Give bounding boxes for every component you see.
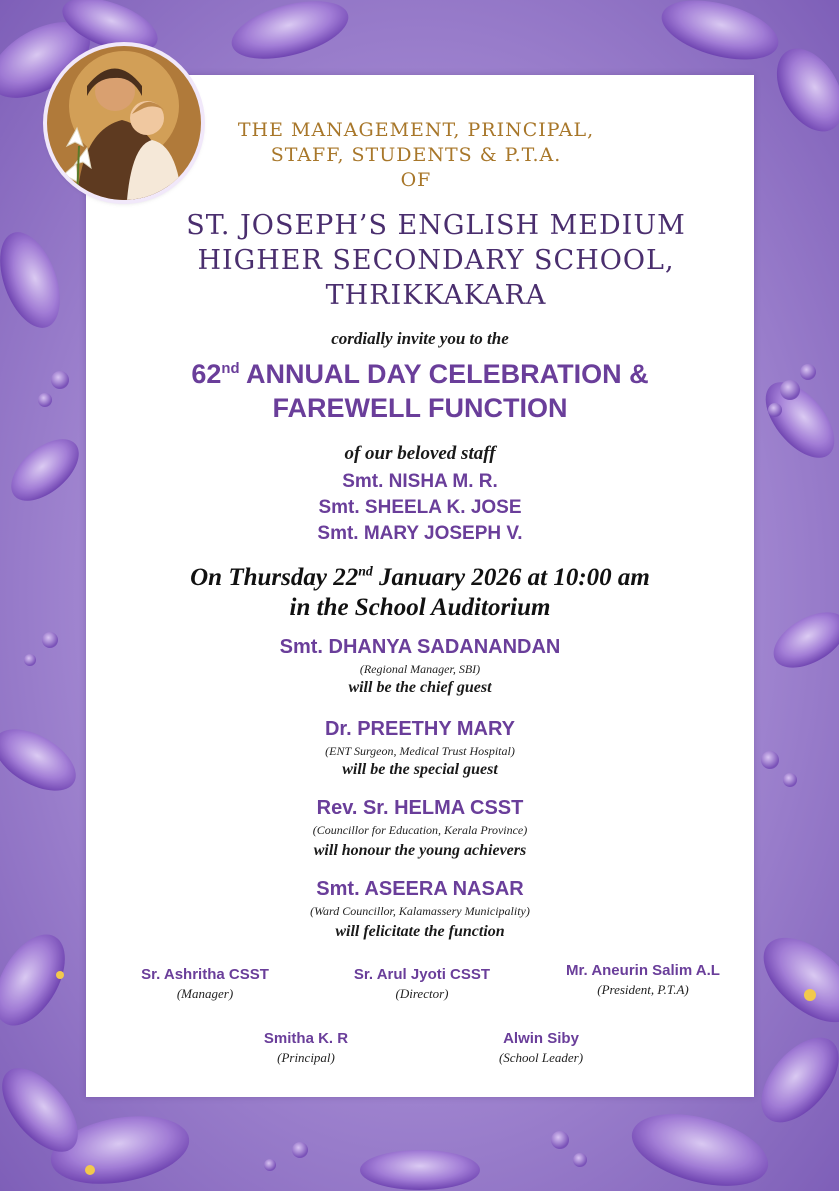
staff-name: Smt. SHEELA K. JOSE: [318, 497, 522, 518]
datetime-rest: January 2026 at 10:00 am: [372, 564, 650, 591]
guest-name: Smt. DHANYA SADANANDAN: [279, 636, 561, 658]
school-line-2: HIGHER SECONDARY SCHOOL,: [197, 245, 675, 276]
invite-text: cordially invite you to the: [331, 329, 509, 348]
signatory-role: (Manager): [176, 986, 234, 1001]
staff-name: Smt. NISHA M. R.: [342, 471, 498, 492]
date-ordinal: nd: [358, 563, 373, 579]
signatory-principal: [206, 1030, 406, 1066]
guest-role: (Regional Manager, SBI): [359, 662, 481, 676]
event-title-rest: ANNUAL DAY CELEBRATION &: [239, 359, 649, 389]
signatory-pta-president: [538, 962, 748, 998]
signatory-name: Smitha K. R: [263, 1030, 349, 1047]
hosts-line-1: THE MANAGEMENT, PRINCIPAL,: [237, 119, 595, 141]
staff-name: Smt. MARY JOSEPH V.: [317, 523, 523, 544]
guest-name: Rev. Sr. HELMA CSST: [316, 797, 524, 819]
event-title: [86, 357, 754, 425]
staff-intro: of our beloved staff: [344, 443, 496, 464]
guest-duty: will felicitate the function: [335, 923, 505, 940]
signatory-name: Mr. Aneurin Salim A.L: [566, 962, 720, 979]
guest-block: [86, 797, 754, 860]
guest-role: (ENT Surgeon, Medical Trust Hospital): [325, 744, 515, 758]
datetime-prefix: On Thursday 22: [190, 564, 359, 591]
guest-role: (Ward Councillor, Kalamassery Municipality): [310, 904, 530, 918]
signatory-name: Sr. Arul Jyoti CSST: [353, 966, 491, 983]
guest-name: Smt. ASEERA NASAR: [316, 878, 524, 900]
guest-block: [86, 718, 754, 779]
signatory-role: (School Leader): [498, 1050, 584, 1065]
guest-duty: will be the special guest: [342, 761, 498, 778]
signatory-name: Sr. Ashritha CSST: [141, 966, 269, 983]
school-name: [106, 208, 766, 313]
guest-role: (Councillor for Education, Kerala Province): [312, 823, 528, 837]
guest-name: Dr. PREETHY MARY: [324, 718, 516, 740]
signatory-role: (Principal): [277, 1050, 335, 1065]
hosts-header: [146, 118, 686, 193]
event-ordinal: nd: [221, 361, 240, 377]
venue: in the School Auditorium: [289, 594, 551, 621]
signatory-role: (President, P.T.A): [597, 982, 689, 997]
event-datetime: [86, 563, 754, 623]
guest-block: [86, 878, 754, 941]
signatory-role: (Director): [395, 986, 449, 1001]
signatory-director: [322, 966, 522, 1002]
guest-duty: will be the chief guest: [348, 679, 492, 696]
signatory-school-leader: [441, 1030, 641, 1066]
staff-list: [86, 469, 754, 547]
datetime-line: [86, 563, 754, 593]
school-line-3: THRIKKAKARA: [325, 280, 547, 311]
hosts-line-2: STAFF, STUDENTS & P.T.A.: [270, 144, 562, 166]
signatory-manager: [105, 966, 305, 1002]
event-title-line-1: [86, 357, 754, 391]
hosts-line-3: OF: [400, 169, 432, 191]
event-title-line-2: FAREWELL FUNCTION: [272, 393, 568, 423]
signatory-name: Alwin Siby: [503, 1030, 579, 1047]
guest-block: [86, 636, 754, 697]
event-number: 62: [191, 359, 222, 389]
school-line-1: ST. JOSEPH’S ENGLISH MEDIUM: [186, 210, 686, 241]
guest-duty: will honour the young achievers: [313, 842, 527, 859]
